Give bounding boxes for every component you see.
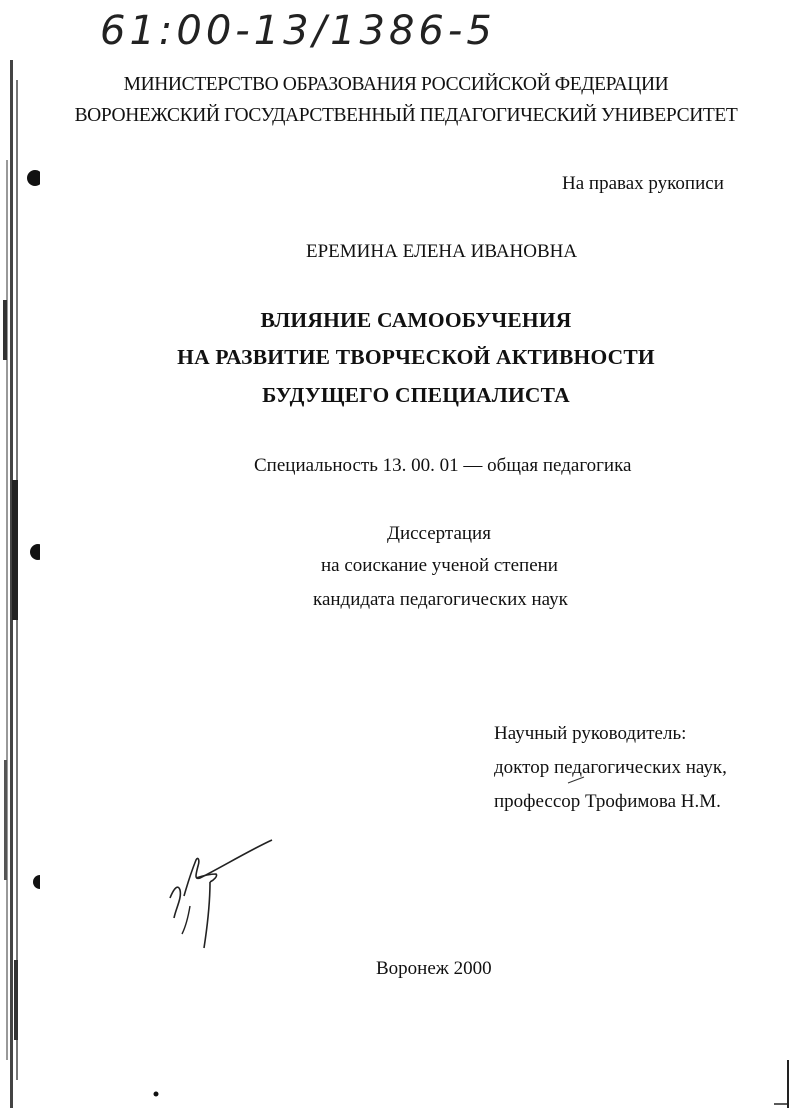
specialty: Специальность 13. 00. 01 — общая педагогика — [254, 455, 632, 476]
scan-corner-mark — [770, 1060, 792, 1108]
supervisor-name: профессор Трофимова Н.М. — [494, 791, 721, 812]
supervisor-label: Научный руководитель: — [494, 723, 687, 744]
archive-code-handwritten: 61:00-13/1386-5 — [100, 8, 496, 54]
scan-dot — [150, 1090, 162, 1098]
dissertation-line-1: Диссертация — [387, 523, 491, 544]
city-and-year: Воронеж 2000 — [376, 958, 492, 979]
supervisor-degree: доктор педагогических наук, — [494, 757, 727, 778]
pen-tick-mark — [566, 775, 586, 785]
handwritten-signature — [160, 830, 290, 960]
dissertation-line-3: кандидата педагогических наук — [313, 589, 568, 610]
title-line-3: БУДУЩЕГО СПЕЦИАЛИСТА — [262, 383, 570, 407]
university-name: ВОРОНЕЖСКИЙ ГОСУДАРСТВЕННЫЙ ПЕДАГОГИЧЕСКИЙ УНИВЕРСИТЕТ — [74, 105, 738, 126]
dissertation-line-2: на соискание ученой степени — [321, 555, 558, 576]
ministry-name: МИНИСТЕРСТВО ОБРАЗОВАНИЯ РОССИЙСКОЙ ФЕДЕРАЦИИ — [123, 74, 669, 95]
title-line-1: ВЛИЯНИЕ САМООБУЧЕНИЯ — [260, 308, 572, 332]
author-name: ЕРЕМИНА ЕЛЕНА ИВАНОВНА — [306, 241, 578, 262]
title-line-2: НА РАЗВИТИЕ ТВОРЧЕСКОЙ АКТИВНОСТИ — [177, 345, 655, 369]
rights-note: На правах рукописи — [562, 173, 724, 194]
scan-binding-edge — [0, 60, 40, 1108]
